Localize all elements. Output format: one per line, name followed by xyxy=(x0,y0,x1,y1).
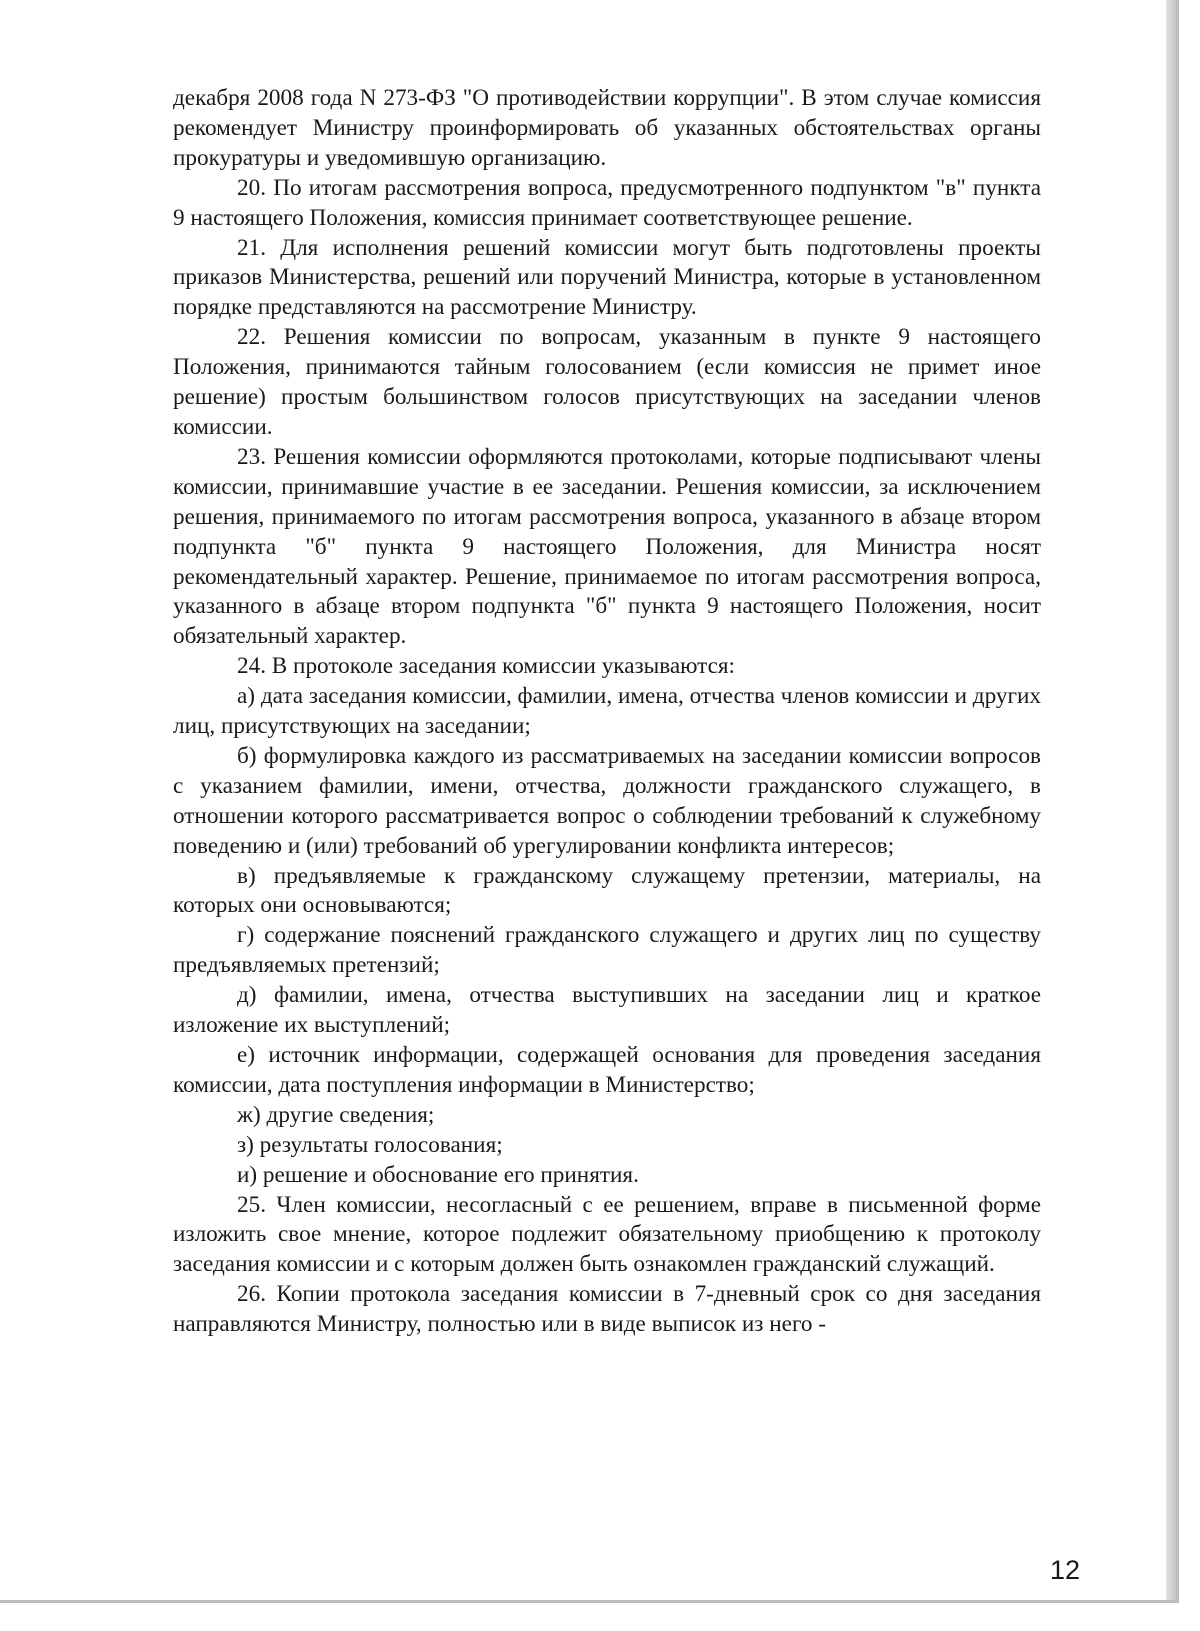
list-item-g: г) содержание пояснений гражданского служащего и других лиц по существу предъявляемых претензий; xyxy=(173,922,1041,979)
paragraph-continuation: декабря 2008 года N 273-ФЗ "О противодействии коррупции". В этом случае комиссия рекомендует Министру проинформировать об указанных обстоятельствах органы прокуратуры и уведомившую организацию. xyxy=(173,85,1041,171)
list-item-v: в) предъявляемые к гражданскому служащему претензии, материалы, на которых они основываются; xyxy=(173,862,1041,919)
paragraph-24: 24. В протоколе заседания комиссии указываются: xyxy=(237,653,735,680)
page-edge-shadow xyxy=(1166,0,1176,1600)
page-number: 12 xyxy=(1050,1555,1081,1585)
list-item-b: б) формулировка каждого из рассматриваемых на заседании комиссии вопросов с указанием фамилии, имени, отчества, должности гражданского служащего, в отношении которого рассматривается вопрос о соблюдении требований к служебному поведению и (или) требований об урегулировании конфликта интересов; xyxy=(173,742,1041,859)
paragraph-25: 25. Член комиссии, несогласный с ее решением, вправе в письменной форме изложить свое мнение, которое подлежит обязательному приобщению к протоколу заседания комиссии и с которым должен быть ознакомлен гражданский служащий. xyxy=(173,1191,1041,1278)
list-item-zh: ж) другие сведения; xyxy=(237,1101,435,1128)
paragraph-22: 22. Решения комиссии по вопросам, указанным в пункте 9 настоящего Положения, принимаются тайным голосованием (если комиссия не примет иное решение) простым большинством голосов присутствующих на заседании членов комиссии. xyxy=(173,324,1041,440)
list-item-d: д) фамилии, имена, отчества выступивших на заседании лиц и краткое изложение их выступлений; xyxy=(173,982,1041,1039)
paragraph-23: 23. Решения комиссии оформляются протоколами, которые подписывают члены комиссии, принимавшие участие в ее заседании. Решения комиссии, за исключением решения, принимаемого по итогам рассмотрения вопроса, указанного в абзаце втором подпункта "б" пункта 9 настоящего Положения, для Министра носят рекомендательный характер. Решение, принимаемое по итогам рассмотрения вопроса, указанного в абзаце втором подпункта "б" пункта 9 настоящего Положения, носит обязательный характер. xyxy=(173,443,1041,650)
list-item-i: и) решение и обоснование его принятия. xyxy=(237,1161,639,1188)
paragraph-20: 20. По итогам рассмотрения вопроса, предусмотренного подпунктом "в" пункта 9 настоящего Положения, комиссия принимает соответствующее решение. xyxy=(173,174,1041,231)
list-item-a: а) дата заседания комиссии, фамилии, имена, отчества членов комиссии и других лиц, присутствующих на заседании; xyxy=(173,683,1041,740)
list-item-e: е) источник информации, содержащей основания для проведения заседания комиссии, дата поступления информации в Министерство; xyxy=(173,1042,1041,1098)
paragraph-21: 21. Для исполнения решений комиссии могут быть подготовлены проекты приказов Министерства, решений или поручений Министра, которые в установленном порядке представляются на рассмотрение Министру. xyxy=(173,234,1041,321)
list-item-z: з) результаты голосования; xyxy=(237,1131,503,1158)
document-body xyxy=(173,84,1041,1340)
paragraph-26: 26. Копии протокола заседания комиссии в 7-дневный срок со дня заседания направляются Министру, полностью или в виде выписок из него - xyxy=(173,1281,1041,1338)
